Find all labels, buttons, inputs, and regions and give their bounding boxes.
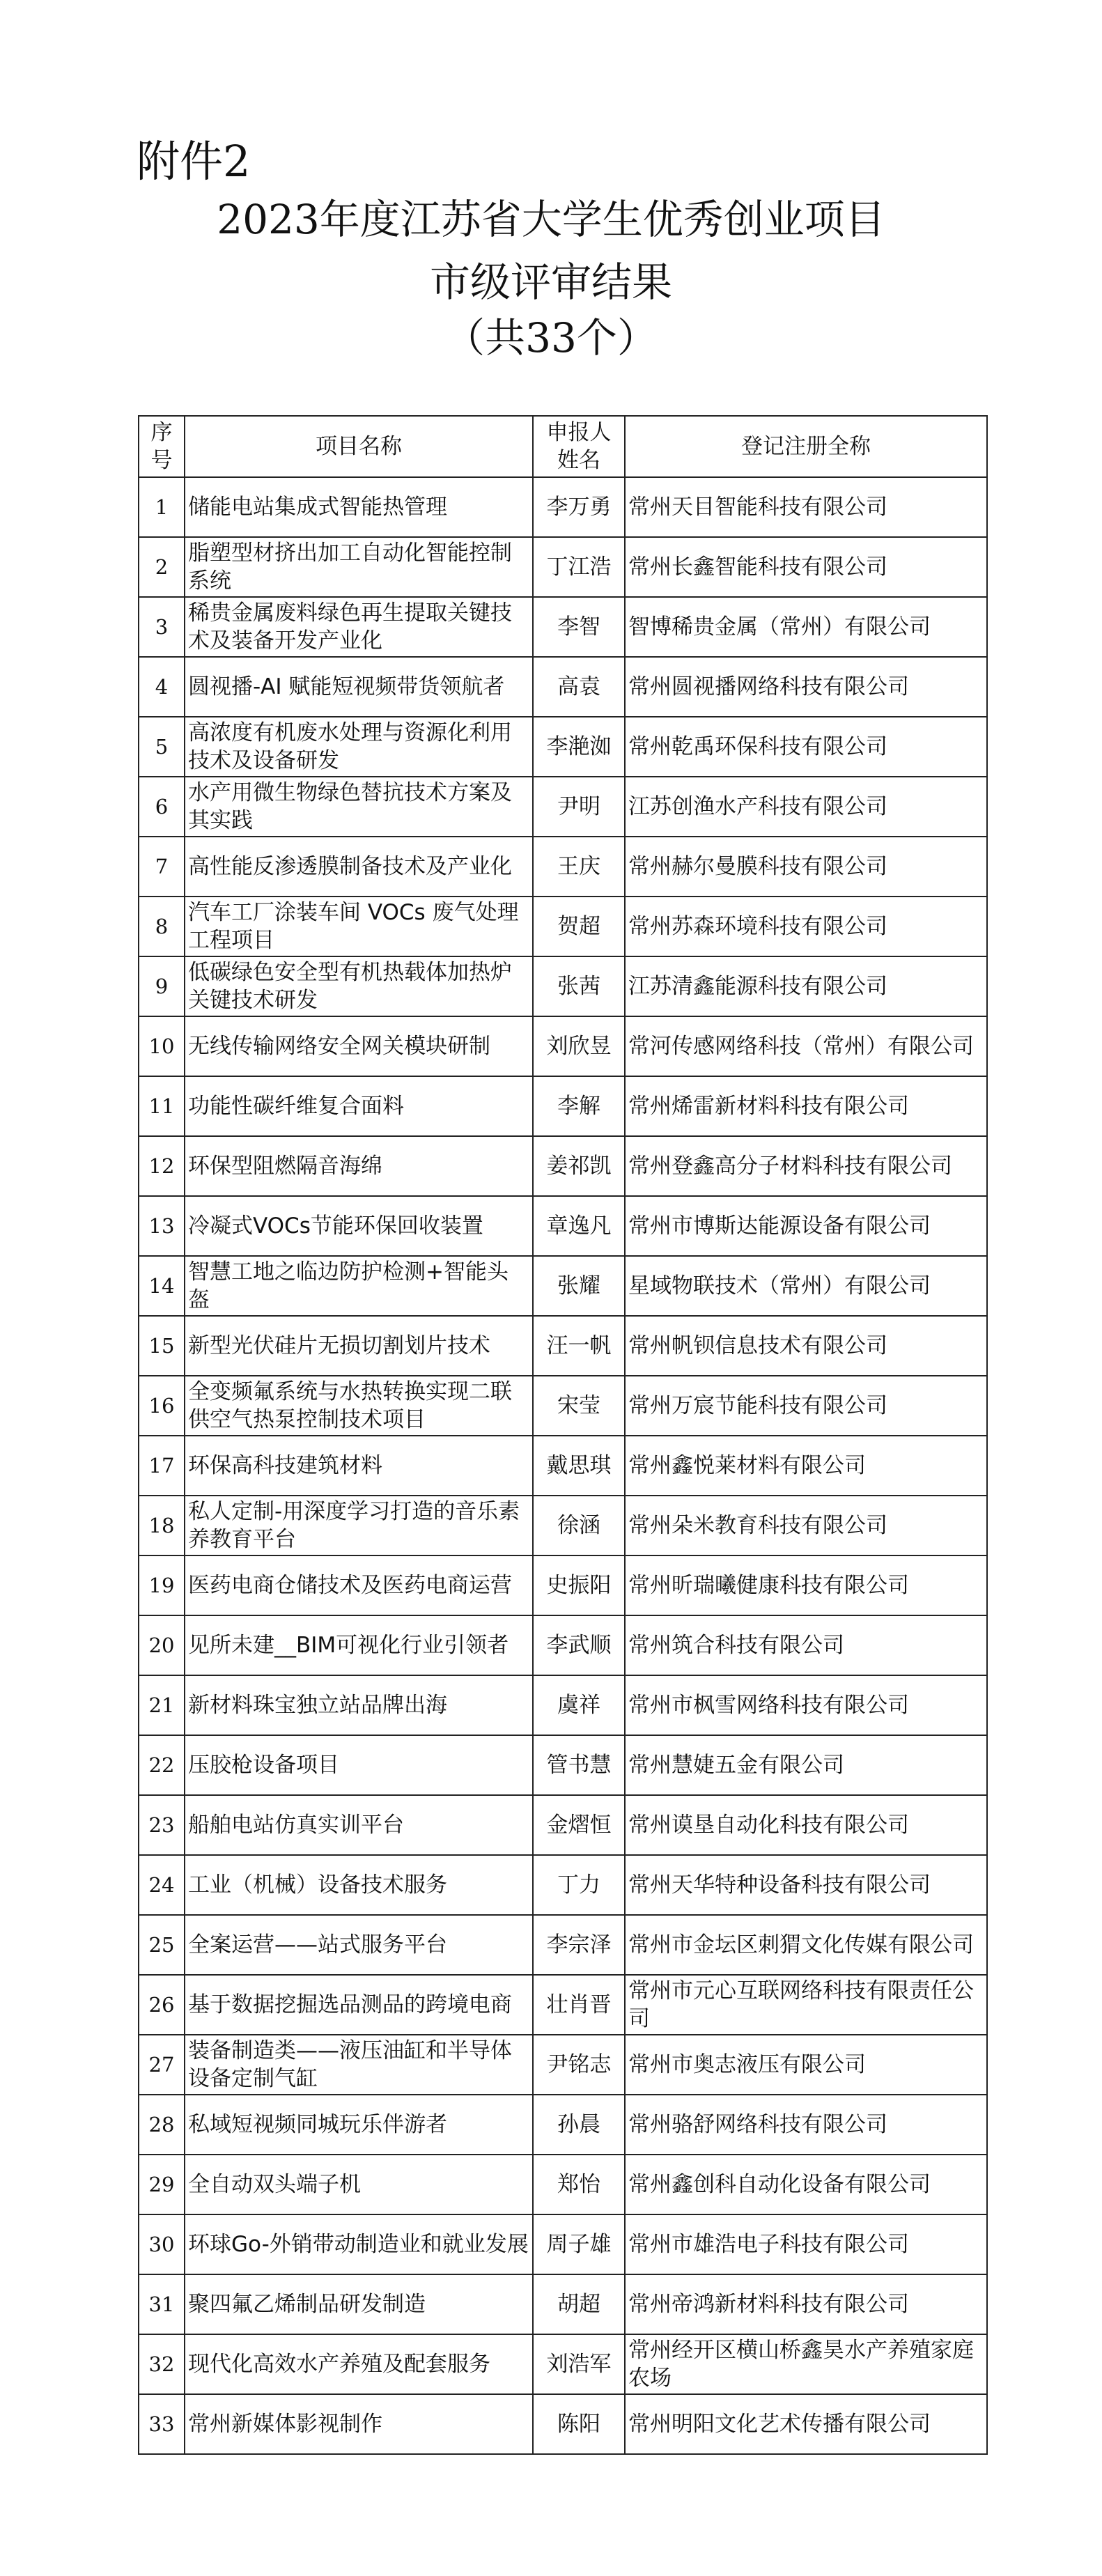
table-row: [139, 2334, 987, 2394]
table-row: [139, 477, 987, 537]
row-number: 14: [139, 1256, 185, 1316]
table-row: [139, 1316, 987, 1376]
applicant-name: 高袁: [533, 657, 625, 717]
project-name: 私人定制-用深度学习打造的音乐素养教育平台: [185, 1496, 533, 1555]
table-row: [139, 2394, 987, 2454]
company-name: 常州筑合科技有限公司: [625, 1615, 987, 1675]
project-name: 智慧工地之临边防护检测+智能头盔: [185, 1256, 533, 1316]
company-name: 常州鑫悦莱材料有限公司: [625, 1436, 987, 1496]
attachment-label: 附件2: [137, 136, 251, 187]
table-row: [139, 2035, 987, 2095]
table-row: [139, 1975, 987, 2035]
project-name: 装备制造类——液压油缸和半导体设备定制气缸: [185, 2035, 533, 2095]
applicant-name: 戴思琪: [533, 1436, 625, 1496]
project-name: 汽车工厂涂装车间 VOCs 废气处理工程项目: [185, 897, 533, 956]
company-name: 常州帆钡信息技术有限公司: [625, 1316, 987, 1376]
applicant-name: 王庆: [533, 837, 625, 897]
company-name: 常州骆舒网络科技有限公司: [625, 2095, 987, 2155]
row-number: 5: [139, 717, 185, 777]
document-count: （共33个）: [444, 314, 658, 362]
table-row: [139, 597, 987, 657]
applicant-name: 刘浩军: [533, 2334, 625, 2394]
row-number: 16: [139, 1376, 185, 1436]
header-project: 项目名称: [185, 416, 533, 477]
project-name: 储能电站集成式智能热管理: [185, 477, 533, 537]
table-row: [139, 956, 987, 1016]
table-row: [139, 1136, 987, 1196]
company-name: 常州登鑫高分子材料科技有限公司: [625, 1136, 987, 1196]
company-name: 常州苏森环境科技有限公司: [625, 897, 987, 956]
row-number: 13: [139, 1196, 185, 1256]
applicant-name: 汪一帆: [533, 1316, 625, 1376]
project-name: 医药电商仓储技术及医药电商运营: [185, 1555, 533, 1615]
applicant-name: 丁江浩: [533, 537, 625, 597]
project-name: 全变频氟系统与水热转换实现二联供空气热泵控制技术项目: [185, 1376, 533, 1436]
table-row: [139, 1436, 987, 1496]
table-row: [139, 1735, 987, 1795]
company-name: 常州万宸节能科技有限公司: [625, 1376, 987, 1436]
table-row: [139, 1196, 987, 1256]
row-number: 2: [139, 537, 185, 597]
project-name: 常州新媒体影视制作: [185, 2394, 533, 2454]
project-name: 高浓度有机废水处理与资源化利用技术及设备研发: [185, 717, 533, 777]
project-name: 无线传输网络安全网关模块研制: [185, 1016, 533, 1076]
company-name: 常州慧婕五金有限公司: [625, 1735, 987, 1795]
table-header-row: [139, 416, 987, 477]
company-name: 江苏清鑫能源科技有限公司: [625, 956, 987, 1016]
project-name: 新材料珠宝独立站品牌出海: [185, 1675, 533, 1735]
table-row: [139, 717, 987, 777]
applicant-name: 张茜: [533, 956, 625, 1016]
project-name: 冷凝式VOCs节能环保回收装置: [185, 1196, 533, 1256]
table-row: [139, 1256, 987, 1316]
applicant-name: 宋莹: [533, 1376, 625, 1436]
applicant-name: 贺超: [533, 897, 625, 956]
table-row: [139, 837, 987, 897]
document-subtitle: 市级评审结果: [429, 258, 672, 306]
company-name: 常州烯雷新材料科技有限公司: [625, 1076, 987, 1136]
applicant-name: 章逸凡: [533, 1196, 625, 1256]
applicant-name: 周子雄: [533, 2214, 625, 2274]
applicant-name: 李解: [533, 1076, 625, 1136]
row-number: 6: [139, 777, 185, 837]
company-name: 常州市雄浩电子科技有限公司: [625, 2214, 987, 2274]
applicant-name: 刘欣昱: [533, 1016, 625, 1076]
project-name: 低碳绿色安全型有机热载体加热炉关键技术研发: [185, 956, 533, 1016]
company-name: 常州天目智能科技有限公司: [625, 477, 987, 537]
row-number: 27: [139, 2035, 185, 2095]
applicant-name: 张耀: [533, 1256, 625, 1316]
header-applicant: 申报人姓名: [533, 416, 625, 477]
project-name: 船舶电站仿真实训平台: [185, 1795, 533, 1855]
applicant-name: 徐涵: [533, 1496, 625, 1555]
table-row: [139, 1376, 987, 1436]
table-row: [139, 1855, 987, 1915]
row-number: 7: [139, 837, 185, 897]
company-name: 常州帝鸿新材料科技有限公司: [625, 2274, 987, 2334]
applicant-name: 郑怡: [533, 2155, 625, 2214]
table-row: [139, 2214, 987, 2274]
applicant-name: 李智: [533, 597, 625, 657]
company-name: 常州市金坛区刺猬文化传媒有限公司: [625, 1915, 987, 1975]
row-number: 19: [139, 1555, 185, 1615]
table-row: [139, 1795, 987, 1855]
table-row: [139, 2155, 987, 2214]
table-row: [139, 1615, 987, 1675]
row-number: 22: [139, 1735, 185, 1795]
company-name: 常州经开区横山桥鑫昊水产养殖家庭农场: [625, 2334, 987, 2394]
project-name: 见所未建__BIM可视化行业引领者: [185, 1615, 533, 1675]
applicant-name: 管书慧: [533, 1735, 625, 1795]
row-number: 11: [139, 1076, 185, 1136]
applicant-name: 金熠恒: [533, 1795, 625, 1855]
row-number: 17: [139, 1436, 185, 1496]
document-title: 2023年度江苏省大学生优秀创业项目: [217, 196, 885, 243]
row-number: 3: [139, 597, 185, 657]
project-name: 环保高科技建筑材料: [185, 1436, 533, 1496]
project-name: 水产用微生物绿色替抗技术方案及其实践: [185, 777, 533, 837]
project-name: 全案运营——站式服务平台: [185, 1915, 533, 1975]
table-row: [139, 897, 987, 956]
row-number: 25: [139, 1915, 185, 1975]
project-name: 私域短视频同城玩乐伴游者: [185, 2095, 533, 2155]
row-number: 8: [139, 897, 185, 956]
table-row: [139, 537, 987, 597]
company-name: 常州圆视播网络科技有限公司: [625, 657, 987, 717]
applicant-name: 尹明: [533, 777, 625, 837]
table-row: [139, 1555, 987, 1615]
company-name: 常州市奥志液压有限公司: [625, 2035, 987, 2095]
project-name: 稀贵金属废料绿色再生提取关键技术及装备开发产业化: [185, 597, 533, 657]
row-number: 31: [139, 2274, 185, 2334]
project-name: 环保型阻燃隔音海绵: [185, 1136, 533, 1196]
company-name: 常州朵米教育科技有限公司: [625, 1496, 987, 1555]
row-number: 24: [139, 1855, 185, 1915]
company-name: 常州鑫创科自动化设备有限公司: [625, 2155, 987, 2214]
row-number: 12: [139, 1136, 185, 1196]
table-row: [139, 1675, 987, 1735]
table-row: [139, 657, 987, 717]
header-no: 序号: [139, 416, 185, 477]
company-name: 江苏创渔水产科技有限公司: [625, 777, 987, 837]
project-name: 新型光伏硅片无损切割划片技术: [185, 1316, 533, 1376]
row-number: 10: [139, 1016, 185, 1076]
project-name: 环球Go-外销带动制造业和就业发展: [185, 2214, 533, 2274]
company-name: 常河传感网络科技（常州）有限公司: [625, 1016, 987, 1076]
applicant-name: 虞祥: [533, 1675, 625, 1735]
company-name: 常州天华特种设备科技有限公司: [625, 1855, 987, 1915]
applicant-name: 李万勇: [533, 477, 625, 537]
table-row: [139, 2095, 987, 2155]
project-name: 压胶枪设备项目: [185, 1735, 533, 1795]
applicant-name: 胡超: [533, 2274, 625, 2334]
company-name: 常州市博斯达能源设备有限公司: [625, 1196, 987, 1256]
project-name: 聚四氟乙烯制品研发制造: [185, 2274, 533, 2334]
row-number: 21: [139, 1675, 185, 1735]
row-number: 4: [139, 657, 185, 717]
applicant-name: 李滟洳: [533, 717, 625, 777]
results-table: [138, 415, 988, 2455]
project-name: 基于数据挖掘选品测品的跨境电商: [185, 1975, 533, 2035]
company-name: 星域物联技术（常州）有限公司: [625, 1256, 987, 1316]
row-number: 23: [139, 1795, 185, 1855]
row-number: 20: [139, 1615, 185, 1675]
header-company: 登记注册全称: [625, 416, 987, 477]
project-name: 工业（机械）设备技术服务: [185, 1855, 533, 1915]
company-name: 常州乾禹环保科技有限公司: [625, 717, 987, 777]
project-name: 全自动双头端子机: [185, 2155, 533, 2214]
row-number: 32: [139, 2334, 185, 2394]
row-number: 33: [139, 2394, 185, 2454]
company-name: 常州赫尔曼膜科技有限公司: [625, 837, 987, 897]
table-row: [139, 1496, 987, 1555]
table-row: [139, 1016, 987, 1076]
company-name: 智博稀贵金属（常州）有限公司: [625, 597, 987, 657]
company-name: 常州谟垦自动化科技有限公司: [625, 1795, 987, 1855]
project-name: 脂塑型材挤出加工自动化智能控制系统: [185, 537, 533, 597]
row-number: 30: [139, 2214, 185, 2274]
applicant-name: 李宗泽: [533, 1915, 625, 1975]
company-name: 常州明阳文化艺术传播有限公司: [625, 2394, 987, 2454]
applicant-name: 姜祁凯: [533, 1136, 625, 1196]
table-row: [139, 1076, 987, 1136]
applicant-name: 史振阳: [533, 1555, 625, 1615]
applicant-name: 李武顺: [533, 1615, 625, 1675]
company-name: 常州昕瑞曦健康科技有限公司: [625, 1555, 987, 1615]
project-name: 高性能反渗透膜制备技术及产业化: [185, 837, 533, 897]
applicant-name: 丁力: [533, 1855, 625, 1915]
applicant-name: 孙晨: [533, 2095, 625, 2155]
table-row: [139, 1915, 987, 1975]
project-name: 圆视播-AI 赋能短视频带货领航者: [185, 657, 533, 717]
row-number: 29: [139, 2155, 185, 2214]
company-name: 常州市元心互联网络科技有限责任公司: [625, 1975, 987, 2035]
table-row: [139, 2274, 987, 2334]
project-name: 现代化高效水产养殖及配套服务: [185, 2334, 533, 2394]
company-name: 常州市枫雪网络科技有限公司: [625, 1675, 987, 1735]
project-name: 功能性碳纤维复合面料: [185, 1076, 533, 1136]
row-number: 26: [139, 1975, 185, 2035]
row-number: 18: [139, 1496, 185, 1555]
company-name: 常州长鑫智能科技有限公司: [625, 537, 987, 597]
table-row: [139, 777, 987, 837]
applicant-name: 尹铭志: [533, 2035, 625, 2095]
row-number: 28: [139, 2095, 185, 2155]
row-number: 1: [139, 477, 185, 537]
row-number: 9: [139, 956, 185, 1016]
applicant-name: 陈阳: [533, 2394, 625, 2454]
applicant-name: 壮肖晋: [533, 1975, 625, 2035]
row-number: 15: [139, 1316, 185, 1376]
